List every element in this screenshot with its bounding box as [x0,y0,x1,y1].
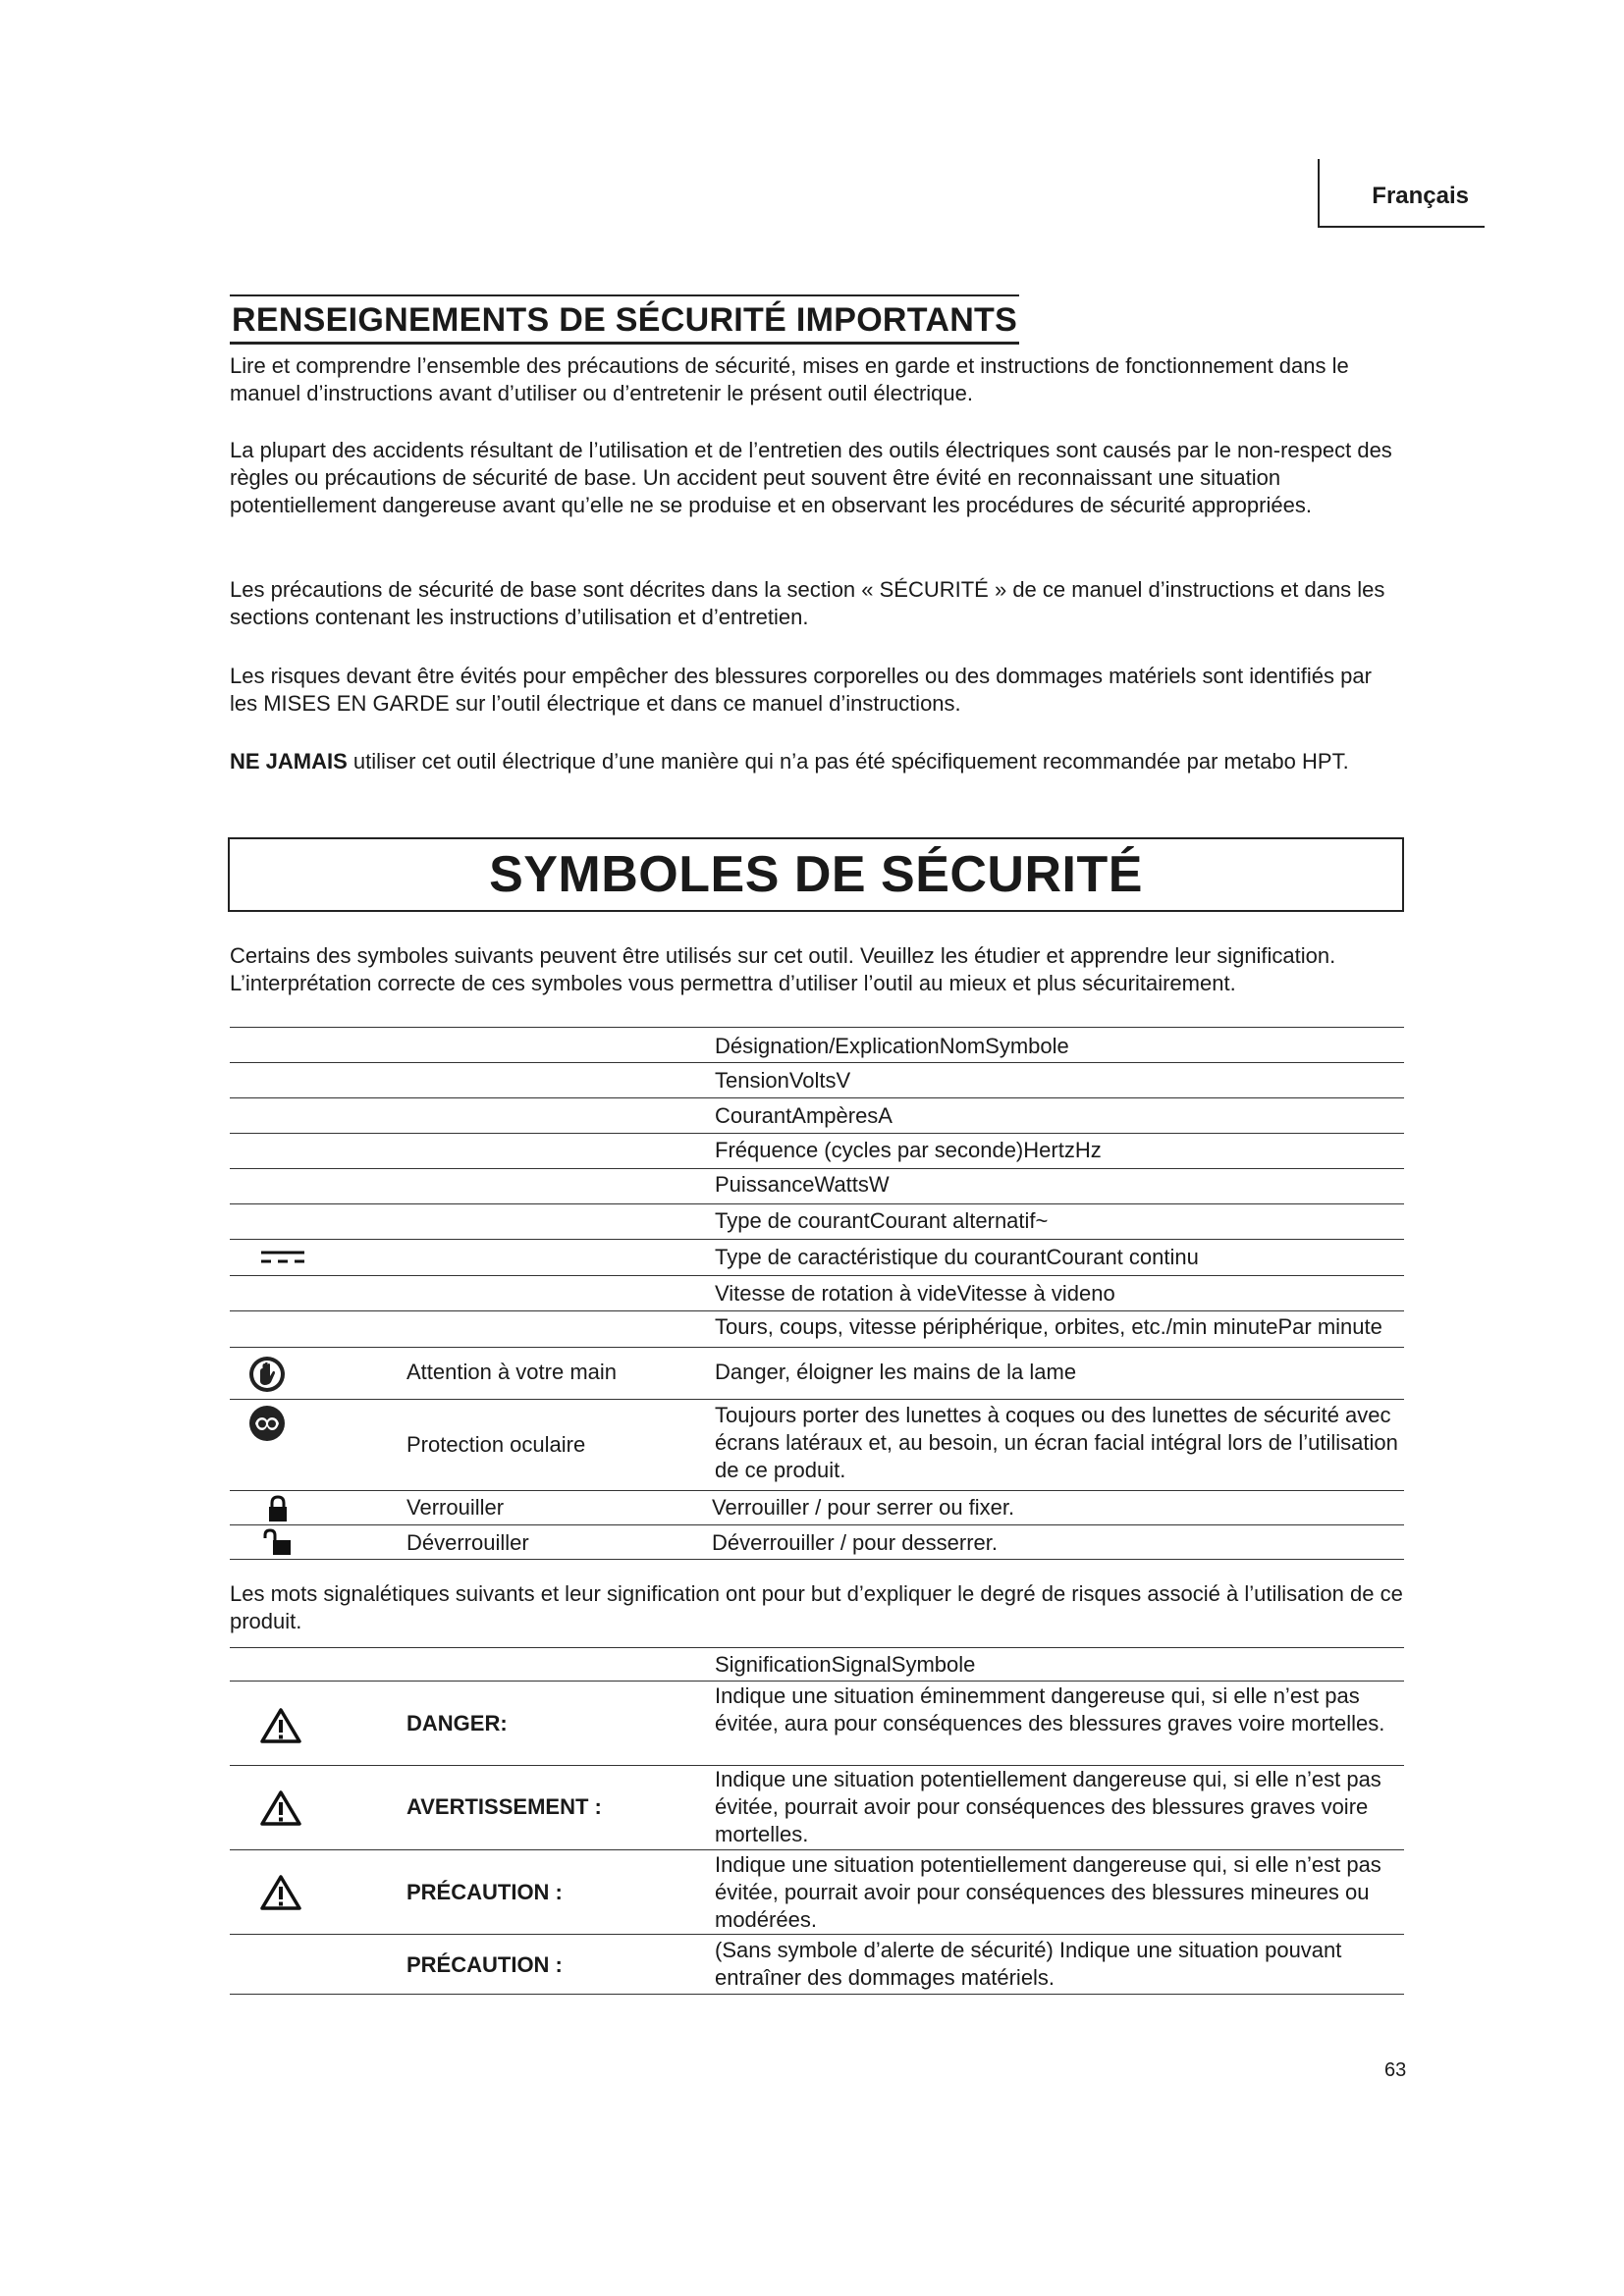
warning-triangle-icon [259,1707,302,1744]
paragraph-4: Les risques devant être évités pour empêcher des blessures corporelles ou des dommages matériels sont identifiés par les MISES EN GARDE sur l’outil électrique et dans ce manuel d’instructions. [230,664,1372,716]
table-row [230,1133,1404,1168]
row-text: Danger, éloigner les mains de la lame [715,1360,1077,1384]
table-row [230,1490,1404,1524]
row-text: Déverrouiller / pour desserrer. [712,1530,999,1555]
row-name: Déverrouiller [406,1530,529,1555]
warning-triangle-icon [259,1789,302,1827]
language-tab [1318,159,1485,228]
safety-info-title: RENSEIGNEMENTS DE SÉCURITÉ IMPORTANTS [230,294,1019,345]
paragraph-never [230,748,1404,775]
safety-symbols-title: SYMBOLES DE SÉCURITÉ [228,837,1404,912]
never-emphasis: NE JAMAIS [230,749,348,774]
table-row [230,1399,1404,1490]
row-name: DANGER: [406,1711,508,1735]
row-text: Toujours porter des lunettes à coques ou des lunettes de sécurité avec écrans latéraux et, au besoin, un écran facial intégral lors de l’utilisation de ce produit. [715,1403,1398,1482]
table-header: Désignation/ExplicationNomSymbole [715,1034,1069,1058]
row-name: PRÉCAUTION : [406,1880,563,1904]
row-text: (Sans symbole d’alerte de sécurité) Indique une situation pouvant entraîner des dommages matériels. [715,1938,1342,1990]
row-name: Protection oculaire [406,1432,586,1457]
table-row [230,1347,1404,1399]
table-row [230,1524,1404,1560]
row-name: Verrouiller [406,1495,505,1520]
table-row [230,1681,1404,1765]
paragraph-1: Lire et comprendre l’ensemble des précautions de sécurité, mises en garde et instructions de fonctionnement dans le manuel d’instructions avant d’utiliser ou d’entretenir le présent outil électrique. [230,353,1349,405]
row-text: Fréquence (cycles par seconde)HertzHz [715,1138,1102,1162]
row-text: Verrouiller / pour serrer ou fixer. [712,1495,1015,1520]
paragraph-2: La plupart des accidents résultant de l’utilisation et de l’entretien des outils électriques sont causés par le non-respect des règles ou précautions de sécurité de base. Un accident peut souvent être évité en reconnaissant une situation potentiellement dangereuse avant qu’elle ne se produise et en observant les procédures de sécurité appropriées. [230,438,1392,517]
lock-icon [267,1495,289,1522]
row-text: Vitesse de rotation à videVitesse à videno [715,1281,1115,1306]
row-text: Type de caractéristique du courantCourant continu [715,1245,1199,1269]
unlock-icon [261,1528,293,1556]
row-text: Indique une situation potentiellement dangereuse qui, si elle n’est pas évitée, pourrait avoir pour conséquences des blessures mineures ou modérées. [715,1852,1381,1932]
table-header-row [230,1647,1404,1681]
row-text: PuissanceWattsW [715,1172,890,1197]
table-row [230,1168,1404,1203]
eye-protection-icon [247,1404,287,1443]
table-row [230,1239,1404,1275]
row-text: Tours, coups, vitesse périphérique, orbites, etc./min minutePar minute [715,1314,1382,1339]
language-label: Français [1372,183,1469,209]
table-header: SignificationSignalSymbole [715,1652,976,1677]
table-row [230,1934,1404,1995]
direct-current-icon [261,1250,304,1265]
table-row [230,1849,1404,1934]
row-name: AVERTISSEMENT : [406,1794,602,1819]
row-text: Type de courantCourant alternatif~ [715,1208,1049,1233]
row-text: Indique une situation éminemment dangereuse qui, si elle n’est pas évitée, aura pour conséquences des blessures graves voire mortelles. [715,1683,1385,1735]
row-name: PRÉCAUTION : [406,1952,563,1977]
page-number: 63 [1384,2059,1407,2081]
hand-hazard-icon [247,1355,287,1394]
signal-words-intro: Les mots signalétiques suivants et leur signification ont pour but d’expliquer le degré de risques associé à l’utilisation de ce produit. [230,1581,1403,1633]
row-text: Indique une situation potentiellement dangereuse qui, si elle n’est pas évitée, pourrait avoir pour conséquences des blessures graves voire mortelles. [715,1767,1381,1846]
table-row [230,1765,1404,1849]
table-row [230,1203,1404,1239]
table-row [230,1275,1404,1310]
row-text: TensionVoltsV [715,1068,851,1093]
table-row [230,1097,1404,1133]
table-row [230,1310,1404,1347]
table-header-row [230,1027,1404,1062]
table-row [230,1062,1404,1097]
row-text: CourantAmpèresA [715,1103,893,1128]
warning-triangle-icon [259,1874,302,1911]
row-name: Attention à votre main [406,1360,618,1384]
never-text: utiliser cet outil électrique d’une manière qui n’a pas été spécifiquement recommandée par metabo HPT. [347,749,1349,774]
symbols-intro: Certains des symboles suivants peuvent être utilisés sur cet outil. Veuillez les étudier et apprendre leur signification. L’interprétation correcte de ces symboles vous permettra d’utiliser l’outil au mieux et plus sécuritairement. [230,943,1336,995]
paragraph-3: Les précautions de sécurité de base sont décrites dans la section « SÉCURITÉ » de ce manuel d’instructions et dans les sections contenant les instructions d’utilisation et d’entretien. [230,577,1385,629]
